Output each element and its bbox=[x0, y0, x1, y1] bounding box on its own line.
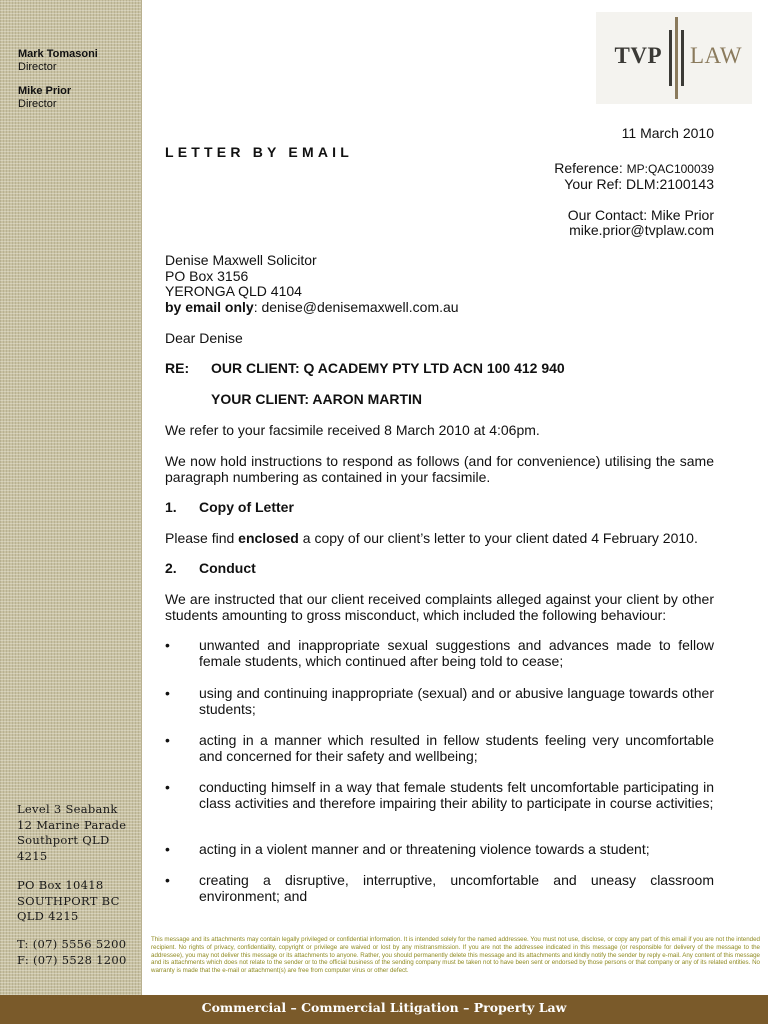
director-block-2 bbox=[18, 85, 71, 111]
address-line: QLD 4215 bbox=[17, 909, 79, 923]
address-line: 12 Marine Parade bbox=[17, 817, 127, 832]
bullet-icon: • bbox=[165, 779, 170, 795]
our-contact: Our Contact: Mike Prior bbox=[567, 207, 714, 223]
recipient-email-line bbox=[165, 300, 714, 316]
section-heading-2 bbox=[165, 560, 256, 576]
list-item bbox=[165, 842, 714, 858]
paragraph: We now hold instructions to respond as follows (and for convenience) utilising the same paragraph numbering as contained in your facsimile. bbox=[165, 453, 714, 485]
letter-date: 11 March 2010 bbox=[621, 125, 714, 141]
director-block-1 bbox=[18, 48, 98, 74]
list-item bbox=[165, 873, 714, 904]
postal-address bbox=[17, 878, 120, 925]
bullet-icon: • bbox=[165, 872, 170, 888]
recipient-line: Denise Maxwell Solicitor bbox=[165, 252, 317, 268]
tvp-law-logo bbox=[596, 12, 752, 104]
list-item-text: creating a disruptive, interruptive, uncomfortable and uneasy classroom environment; and bbox=[199, 872, 714, 904]
list-item-text: using and continuing inappropriate (sexual) and or abusive language towards other students; bbox=[199, 685, 714, 717]
director-name: Mike Prior bbox=[18, 85, 72, 97]
by-email-label: by email only bbox=[165, 298, 254, 315]
list-item-text: acting in a violent manner and or threatening violence towards a student; bbox=[199, 841, 650, 857]
logo-bar bbox=[681, 30, 684, 86]
phone-number: T: (07) 5556 5200 bbox=[17, 937, 127, 951]
section-number: 2. bbox=[165, 560, 177, 576]
street-address bbox=[17, 802, 126, 864]
list-item-text: conducting himself in a way that female students felt uncomfortable participating in class activities and therefore impairing their ability to participate in course activities; bbox=[199, 779, 714, 811]
paragraph-bold: enclosed bbox=[238, 530, 299, 546]
email-disclaimer: This message and its attachments may contain legally privileged or confidential information. It is intended solely for the named addressee. You must not use, disclose, or copy any part of this email if you are not the intended recipient. No rights of privacy, confidentiality, copyright or privilege are waived or lost by any mistransmission. If you are not the addressee indicated in this message (or responsible for delivery of the message to the addressee), you may not deliver this message or its attachments to anyone. Rather, you should permanently delete this message and its attachments and kindly notify the sender by reply e-mail. Any content of this message and its attachments which does not relate to the sender or to the official business of the sending company must be taken not to have been sent or endorsed by those persons or that company or any of its related entities. No warranty is made that the e-mail or attachment(s) are free from computer virus or other defect. bbox=[151, 936, 760, 975]
phone-fax bbox=[17, 937, 127, 968]
paragraph: We are instructed that our client received complaints alleged against your client by other students amounting to gross misconduct, which included the following behaviour: bbox=[165, 591, 714, 623]
logo-bar bbox=[675, 17, 678, 99]
section-heading-1 bbox=[165, 499, 294, 515]
list-item-text: acting in a manner which resulted in fellow students feeling very uncomfortable and concerned for their safety and wellbeing; bbox=[199, 732, 714, 764]
list-item bbox=[165, 686, 714, 717]
re-label: RE: bbox=[165, 360, 190, 376]
paragraph-text: a copy of our client’s letter to your client dated 4 February 2010. bbox=[298, 530, 698, 546]
paragraph: We refer to your facsimile received 8 March 2010 at 4:06pm. bbox=[165, 422, 540, 438]
list-item bbox=[165, 638, 714, 669]
re-our-client: OUR CLIENT: Q ACADEMY PTY LTD ACN 100 412 940 bbox=[211, 360, 565, 376]
director-name: Mark Tomasoni bbox=[18, 48, 98, 60]
bullet-icon: • bbox=[165, 637, 170, 653]
contact-email: mike.prior@tvplaw.com bbox=[569, 222, 714, 238]
address-line: Southport QLD bbox=[17, 833, 110, 847]
recipient-email: : denise@denisemaxwell.com.au bbox=[253, 298, 459, 315]
list-item bbox=[165, 780, 714, 811]
section-title: Copy of Letter bbox=[199, 499, 294, 515]
logo-text-right: LAW bbox=[690, 43, 743, 68]
reference-label: Reference: bbox=[554, 160, 623, 176]
list-item-text: unwanted and inappropriate sexual suggestions and advances made to fellow female students, which continued after being told to cease; bbox=[199, 637, 714, 669]
address-line: Level 3 Seabank bbox=[17, 802, 118, 816]
paragraph bbox=[165, 530, 714, 546]
list-item bbox=[165, 733, 714, 764]
bullet-icon: • bbox=[165, 732, 170, 748]
reference-line bbox=[554, 160, 714, 177]
re-your-client: YOUR CLIENT: AARON MARTIN bbox=[211, 391, 423, 407]
fax-number: F: (07) 5528 1200 bbox=[17, 952, 127, 967]
salutation: Dear Denise bbox=[165, 330, 243, 346]
section-number: 1. bbox=[165, 499, 177, 515]
section-title: Conduct bbox=[199, 560, 256, 576]
director-title: Director bbox=[18, 61, 57, 73]
recipient-line: YERONGA QLD 4104 bbox=[165, 283, 302, 299]
letterhead-sidebar bbox=[0, 0, 142, 995]
bullet-icon: • bbox=[165, 841, 170, 857]
address-line: PO Box 10418 bbox=[17, 878, 104, 892]
address-line: SOUTHPORT BC bbox=[17, 893, 120, 908]
letter-heading: LETTER BY EMAIL bbox=[165, 144, 353, 160]
recipient-address bbox=[165, 253, 714, 315]
logo-text-left: TVP bbox=[614, 43, 662, 68]
logo-bar bbox=[669, 30, 672, 86]
reference-value: MP:QAC100039 bbox=[626, 162, 714, 176]
address-line: 4215 bbox=[17, 848, 48, 863]
re-line-1 bbox=[165, 360, 565, 376]
bullet-icon: • bbox=[165, 685, 170, 701]
your-ref: Your Ref: DLM:2100143 bbox=[564, 176, 714, 192]
recipient-line: PO Box 3156 bbox=[165, 267, 249, 284]
director-title: Director bbox=[18, 98, 57, 110]
footer-practice-areas: Commercial – Commercial Litigation – Property Law bbox=[0, 995, 768, 1024]
paragraph-text: Please find bbox=[165, 530, 239, 546]
